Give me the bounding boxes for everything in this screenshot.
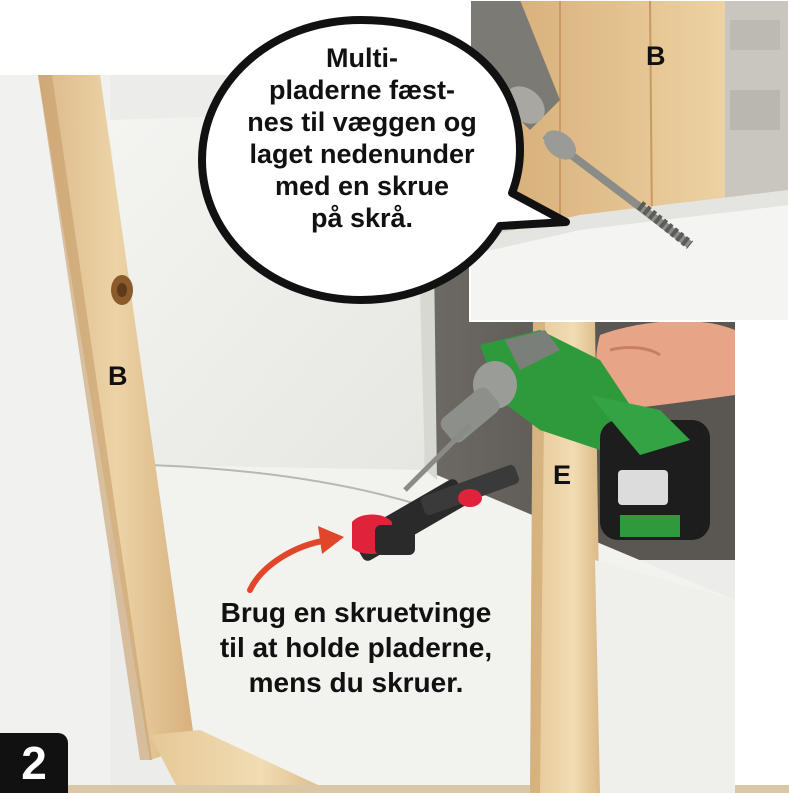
caption-line: til at holde pladerne,	[219, 632, 493, 663]
bubble-line: nes til væggen og	[247, 107, 477, 137]
caption	[186, 595, 526, 700]
bubble-line: på skrå.	[310, 203, 414, 233]
label-e-stud: E	[553, 460, 572, 490]
label-b-stud: B	[108, 361, 128, 391]
bubble-line: pladerne fæst-	[268, 75, 456, 105]
speech-bubble-text	[212, 42, 512, 234]
bubble-line: laget nedenunder	[249, 139, 475, 169]
label-b-inset: B	[646, 41, 666, 71]
bubble-line: Multi-	[326, 43, 398, 73]
caption-line: Brug en skruetvinge	[220, 597, 492, 628]
caption-line: mens du skruer.	[248, 667, 464, 698]
bubble-line: med en skrue	[274, 171, 450, 201]
step-number-badge: 2	[0, 733, 68, 793]
